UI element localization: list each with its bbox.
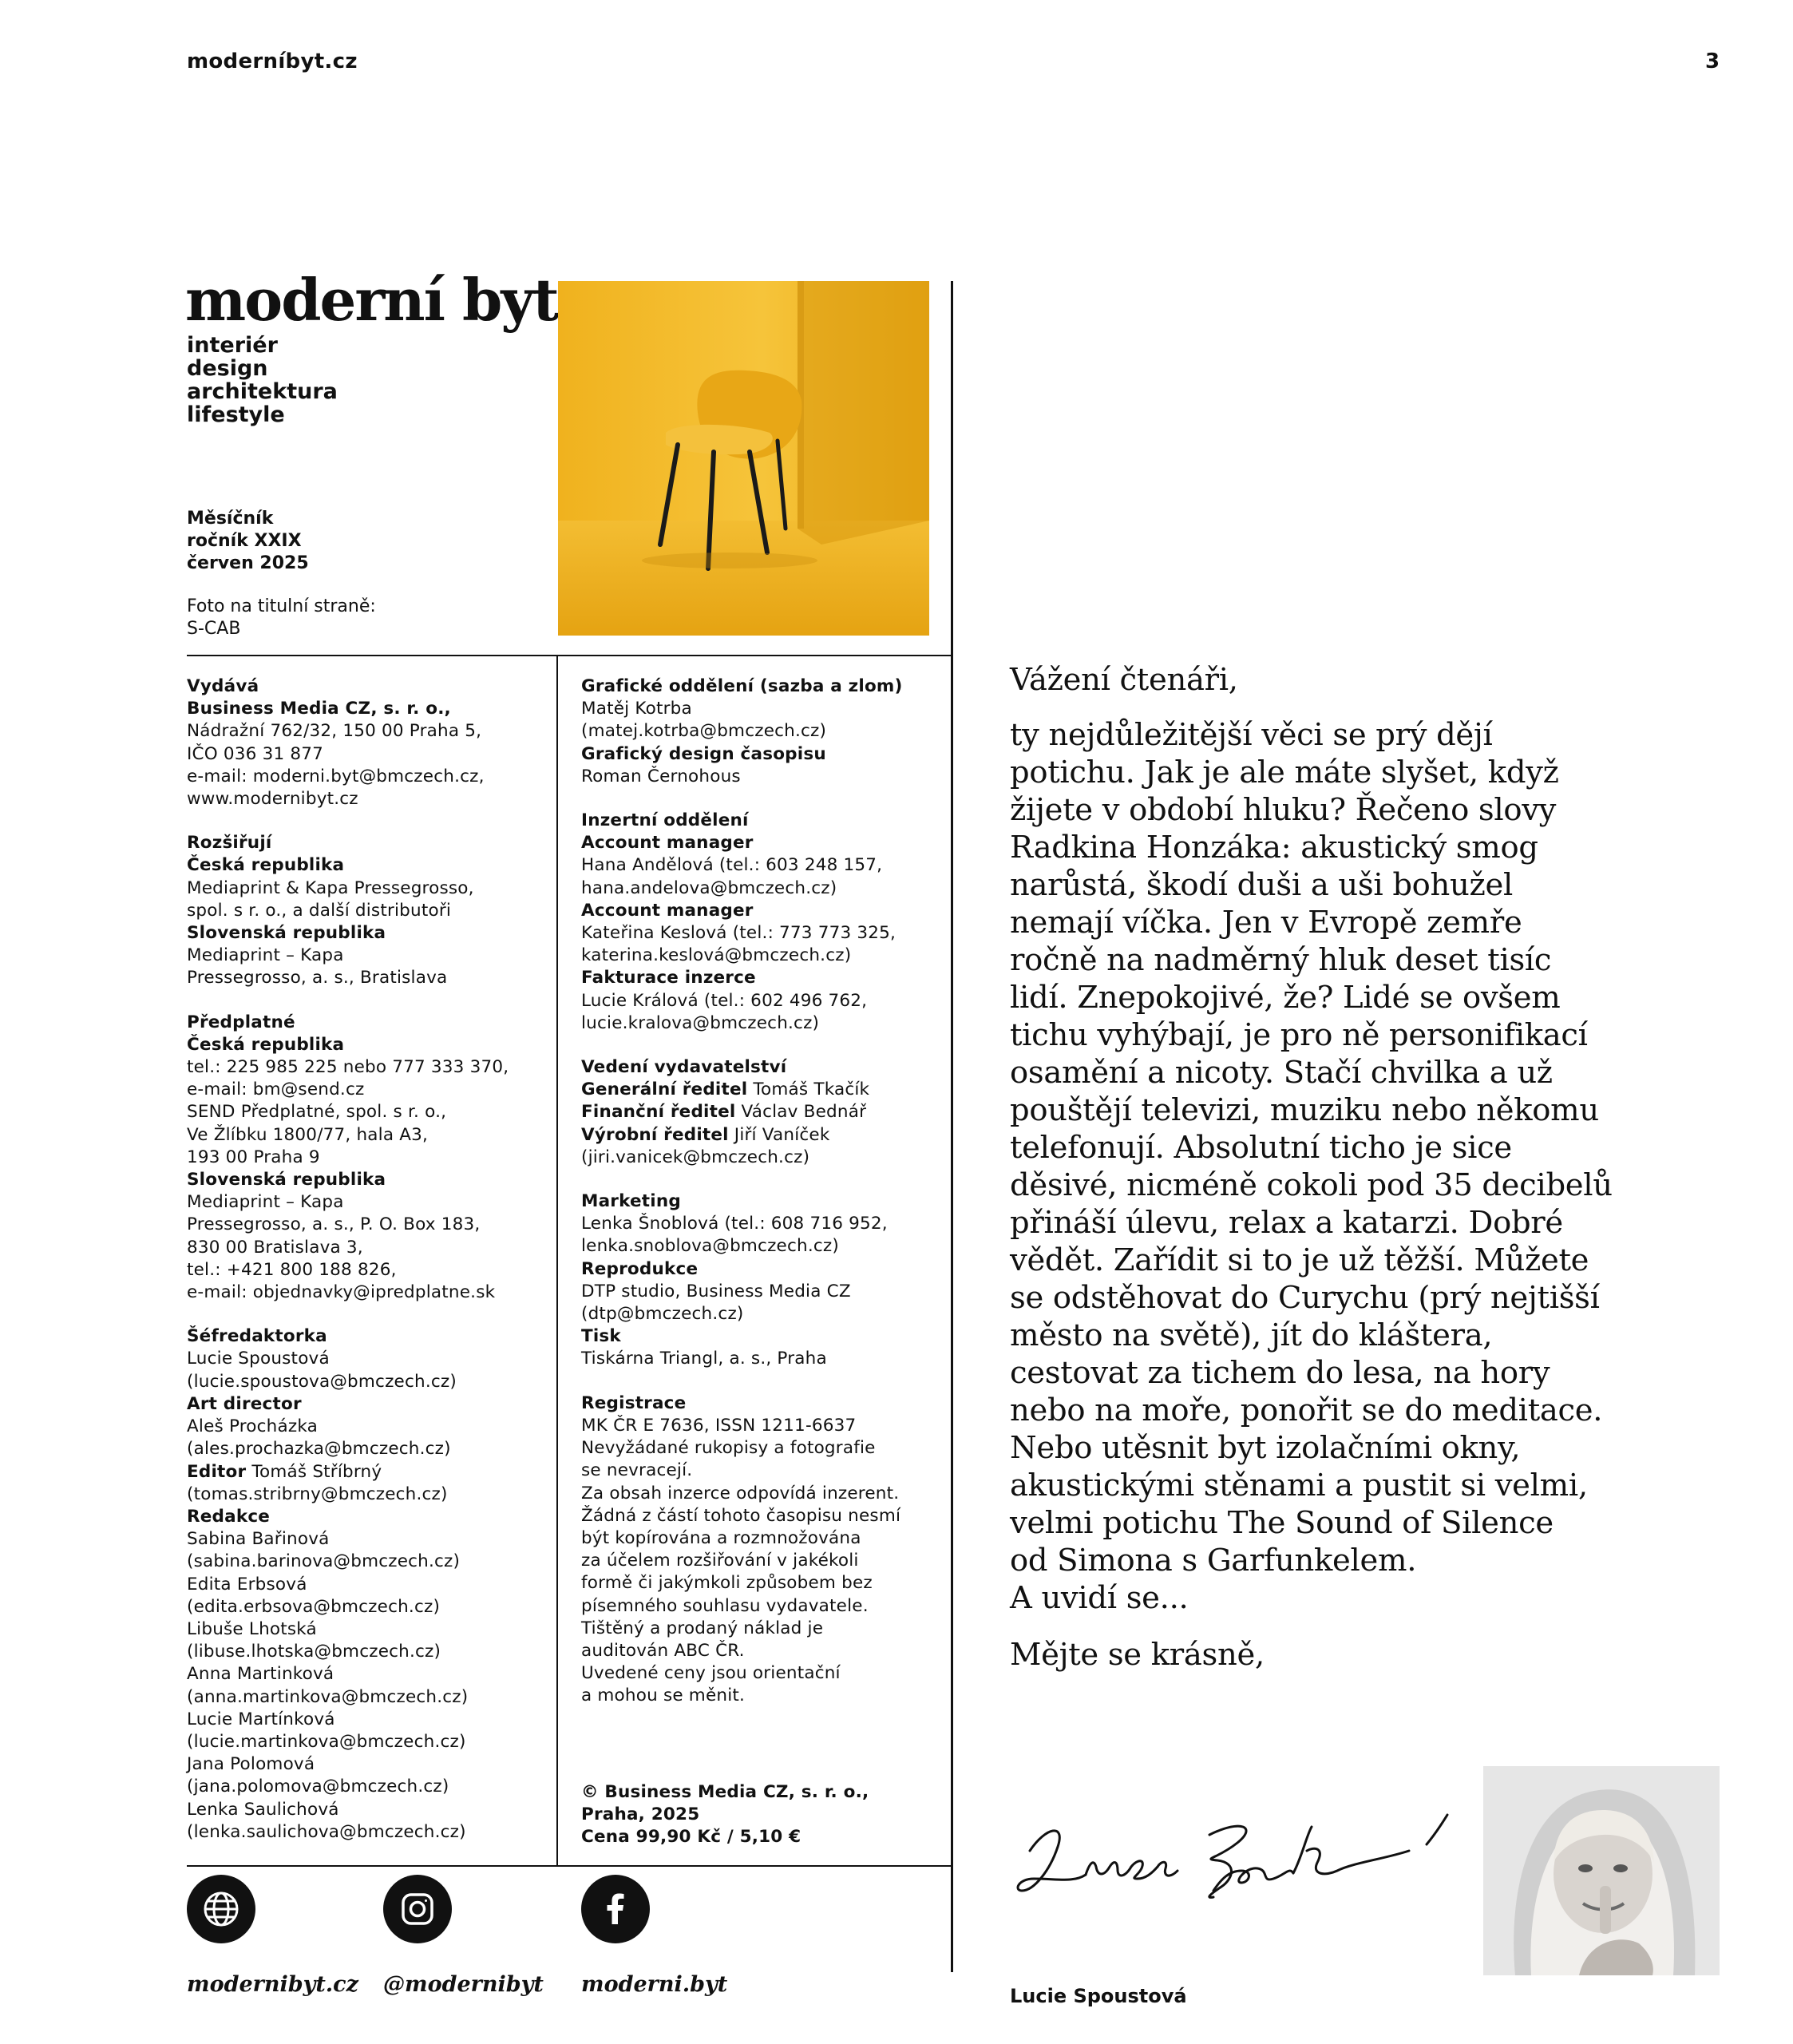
imprint-text: Slovenská republika	[187, 923, 386, 944]
imprint-line	[187, 1641, 546, 1663]
imprint-heading	[187, 854, 546, 877]
imprint-text: (tomas.stribrny@bmczech.cz)	[187, 1483, 448, 1504]
imprint-text: Ve Žlíbku 1800/77, hala A3,	[187, 1124, 429, 1145]
letter-line: se odstěhovat do Curychu (prý nejtišší	[1010, 1280, 1600, 1316]
editor-portrait	[1483, 1766, 1720, 1975]
imprint-text: e-mail: objednavky@ipredplatne.sk	[187, 1282, 496, 1303]
imprint-text: (dtp@bmczech.cz)	[581, 1304, 744, 1325]
imprint-line	[581, 1483, 940, 1505]
imprint-text: Žádná z částí tohoto časopisu nesmí	[581, 1505, 901, 1526]
imprint-heading	[581, 1101, 940, 1123]
imprint-text: tel.: 225 985 225 nebo 777 333 370,	[187, 1057, 509, 1078]
imprint-text: Vedení vydavatelství	[581, 1057, 787, 1078]
imprint-text: DTP studio, Business Media CZ	[581, 1281, 851, 1301]
imprint-text: lucie.kralova@bmczech.cz)	[581, 1012, 820, 1033]
imprint-line	[581, 720, 940, 743]
imprint-text: Mediaprint – Kapa	[187, 1192, 344, 1213]
imprint-text: Nevyžádané rukopisy a fotografie	[581, 1438, 876, 1459]
imprint-heading	[187, 1034, 546, 1056]
imprint-line	[187, 1574, 546, 1596]
imprint-section	[581, 1190, 940, 1371]
imprint-line	[187, 1079, 546, 1101]
vertical-rule-imprint	[556, 655, 558, 1867]
imprint-line	[581, 1281, 940, 1303]
imprint-text: Jiří Vaníček	[728, 1124, 830, 1145]
imprint-line	[581, 1662, 940, 1685]
imprint-text: Edita Erbsová	[187, 1574, 307, 1594]
section-gap	[187, 810, 546, 832]
imprint-heading	[581, 1325, 940, 1348]
imprint-heading	[187, 1506, 546, 1528]
imprint-line	[187, 1821, 546, 1844]
imprint-line	[187, 900, 546, 922]
imprint-text: tel.: +421 800 188 826,	[187, 1259, 397, 1280]
imprint-text: Česká republika	[187, 855, 345, 876]
imprint-text: Editor	[187, 1461, 247, 1482]
copyright-line: Praha, 2025	[581, 1804, 700, 1825]
tagline: design	[187, 356, 268, 381]
imprint-text: Kateřina Keslová (tel.: 773 773 325,	[581, 923, 896, 944]
imprint-text: Sabina Bařinová	[187, 1529, 330, 1550]
imprint-text: se nevracejí.	[581, 1460, 693, 1481]
letter-line: velmi potichu The Sound of Silence	[1010, 1505, 1554, 1541]
letter-line: od Simona s Garfunkelem.	[1010, 1543, 1417, 1579]
imprint-text: Pressegrosso, a. s., Bratislava	[187, 968, 448, 988]
letter-line: telefonují. Absolutní ticho je sice	[1010, 1130, 1512, 1166]
cover-image	[558, 281, 929, 636]
editorial-letter	[1010, 661, 1712, 1674]
imprint-text: Redakce	[187, 1506, 271, 1527]
imprint-heading	[187, 1461, 546, 1483]
imprint-right-column	[581, 675, 940, 1708]
tagline: lifestyle	[187, 402, 285, 427]
imprint-text: Nádražní 762/32, 150 00 Praha 5,	[187, 721, 482, 742]
imprint-text: Tiskárna Triangl, a. s., Praha	[581, 1349, 827, 1369]
imprint-line	[187, 1753, 546, 1776]
imprint-heading	[581, 743, 940, 766]
imprint-line	[581, 1235, 940, 1258]
imprint-line	[581, 1437, 940, 1460]
imprint-text: (matej.kotrba@bmczech.cz)	[581, 721, 827, 742]
imprint-heading	[581, 900, 940, 922]
imprint-text: Account manager	[581, 833, 754, 854]
imprint-line	[187, 1709, 546, 1731]
imprint-line	[187, 1371, 546, 1393]
imprint-text: Václav Bednář	[735, 1102, 867, 1123]
letter-line: osamění a nicoty. Stačí chvilka a už	[1010, 1055, 1553, 1091]
imprint-line	[581, 990, 940, 1012]
imprint-text: Marketing	[581, 1191, 681, 1212]
imprint-line	[581, 1147, 940, 1169]
facebook-icon	[581, 1875, 650, 1943]
imprint-heading	[187, 832, 546, 854]
horizontal-rule-top	[187, 655, 953, 656]
section-gap	[581, 1035, 940, 1056]
imprint-heading	[187, 1325, 546, 1348]
site-url: moderníbyt.cz	[187, 50, 358, 73]
imprint-line	[187, 1191, 546, 1214]
letter-line: nemají víčka. Jen v Evropě zemře	[1010, 905, 1522, 941]
imprint-text: Lenka Saulichová	[187, 1799, 339, 1820]
copyright-line: © Business Media CZ, s. r. o.,	[581, 1782, 869, 1802]
globe-icon	[187, 1875, 255, 1943]
imprint-line	[581, 1012, 940, 1035]
imprint-heading	[581, 1258, 940, 1281]
imprint-line	[187, 1483, 546, 1506]
section-gap	[187, 990, 546, 1012]
tagline: architektura	[187, 379, 338, 404]
imprint-line	[581, 698, 940, 720]
imprint-section	[581, 1392, 940, 1708]
imprint-line	[187, 1731, 546, 1753]
imprint-line	[581, 1505, 940, 1527]
imprint-text: písemného souhlasu vydavatele.	[581, 1595, 869, 1616]
imprint-text: Registrace	[581, 1392, 687, 1413]
instagram-icon	[383, 1875, 452, 1943]
letter-line: Nebo utěsnit byt izolačními okny,	[1010, 1430, 1521, 1466]
imprint-line	[581, 922, 940, 945]
imprint-line	[187, 945, 546, 967]
imprint-text: IČO 036 31 877	[187, 743, 324, 764]
imprint-text: Grafický design časopisu	[581, 743, 826, 764]
letter-line: ročně na nadměrný hluk deset tisíc	[1010, 942, 1552, 978]
imprint-heading	[187, 1169, 546, 1191]
imprint-text: Business Media CZ, s. r. o.,	[187, 699, 451, 719]
letter-line: A uvidí se...	[1010, 1580, 1189, 1616]
imprint-text: Pressegrosso, a. s., P. O. Box 183,	[187, 1214, 481, 1235]
imprint-section	[581, 810, 940, 1035]
section-gap	[581, 788, 940, 810]
copyright-block	[581, 1781, 869, 1849]
imprint-text: (sabina.barinova@bmczech.cz)	[187, 1551, 461, 1572]
letter-line: akustickými stěnami a pustit si velmi,	[1010, 1468, 1588, 1503]
imprint-text: Libuše Lhotská	[187, 1618, 317, 1639]
imprint-line	[581, 1303, 940, 1325]
imprint-text: Account manager	[581, 900, 754, 921]
imprint-line	[187, 1596, 546, 1618]
horizontal-rule-bottom	[187, 1865, 953, 1867]
social-website[interactable]	[187, 1875, 358, 1997]
imprint-line	[581, 1618, 940, 1640]
imprint-heading	[581, 1079, 940, 1101]
imprint-line	[581, 1595, 940, 1618]
imprint-text: Tisk	[581, 1326, 621, 1347]
imprint-heading	[581, 1124, 940, 1147]
imprint-line	[581, 854, 940, 877]
imprint-text: katerina.keslová@bmczech.cz)	[581, 945, 852, 966]
imprint-line	[187, 1438, 546, 1460]
imprint-text: formě či jakýmkoli způsobem bez	[581, 1573, 873, 1594]
imprint-line	[187, 1686, 546, 1709]
imprint-heading	[187, 1393, 546, 1416]
imprint-text: (ales.prochazka@bmczech.cz)	[187, 1439, 451, 1460]
letter-line: potichu. Jak je ale máte slyšet, když	[1010, 755, 1559, 790]
imprint-line	[187, 1551, 546, 1573]
imprint-text: www.modernibyt.cz	[187, 789, 358, 810]
imprint-line	[581, 1527, 940, 1550]
imprint-heading	[581, 1190, 940, 1213]
imprint-text: Předplatné	[187, 1012, 295, 1032]
tagline: interiér	[187, 333, 278, 358]
imprint-text: Tomáš Tkačík	[747, 1079, 870, 1100]
imprint-line	[581, 1213, 940, 1235]
letter-line: Radkina Honzáka: akustický smog	[1010, 830, 1538, 866]
imprint-heading	[581, 1392, 940, 1415]
imprint-text: za účelem rozšiřování v jakékoli	[581, 1551, 859, 1571]
imprint-text: Slovenská republika	[187, 1170, 386, 1190]
imprint-text: 193 00 Praha 9	[187, 1147, 320, 1167]
section-gap	[187, 1304, 546, 1325]
imprint-line	[187, 877, 546, 900]
imprint-line	[187, 720, 546, 743]
imprint-line	[187, 766, 546, 788]
imprint-section	[187, 675, 546, 810]
imprint-text: lenka.snoblova@bmczech.cz)	[581, 1236, 839, 1257]
imprint-line	[187, 743, 546, 766]
imprint-text: (anna.martinkova@bmczech.cz)	[187, 1686, 469, 1707]
price-line: Cena 99,90 Kč / 5,10 €	[581, 1827, 802, 1848]
imprint-text: SEND Předplatné, spol. s r. o.,	[187, 1102, 447, 1123]
imprint-section	[581, 1056, 940, 1169]
imprint-text: 830 00 Bratislava 3,	[187, 1237, 363, 1258]
imprint-line	[581, 945, 940, 967]
imprint-section	[187, 832, 546, 989]
letter-line: žijete v období hluku? Řečeno slovy	[1010, 792, 1557, 828]
imprint-text: (lucie.martinkova@bmczech.cz)	[187, 1731, 466, 1752]
imprint-text: e-mail: moderni.byt@bmczech.cz,	[187, 766, 485, 786]
social-instagram[interactable]	[383, 1875, 544, 1997]
imprint-line	[581, 877, 940, 900]
imprint-heading	[187, 698, 546, 720]
imprint-line	[187, 1237, 546, 1259]
imprint-line	[187, 1281, 546, 1304]
imprint-line	[187, 1348, 546, 1370]
imprint-text: Reprodukce	[581, 1258, 699, 1279]
imprint-text: Anna Martinková	[187, 1664, 334, 1685]
imprint-text: hana.andelova@bmczech.cz)	[581, 877, 837, 898]
social-facebook[interactable]	[581, 1875, 727, 1997]
imprint-text: Za obsah inzerce odpovídá inzerent.	[581, 1483, 900, 1503]
letter-line: město na světě), jít do kláštera,	[1010, 1317, 1493, 1353]
imprint-text: Finanční ředitel	[581, 1102, 736, 1123]
letter-body	[1010, 716, 1712, 1617]
issue-volume: ročník XXIX	[187, 531, 302, 551]
imprint-text: Vydává	[187, 676, 259, 696]
letter-line: lidí. Znepokojivé, že? Lidé se ovšem	[1010, 980, 1561, 1016]
imprint-text: auditován ABC ČR.	[581, 1640, 745, 1661]
section-gap	[581, 1169, 940, 1190]
imprint-text: být kopírována a rozmnožována	[581, 1527, 861, 1548]
imprint-heading	[581, 675, 940, 698]
imprint-line	[581, 1348, 940, 1370]
imprint-text: Hana Andělová (tel.: 603 248 157,	[581, 855, 883, 876]
signer-name: Lucie Spoustová	[1010, 1985, 1187, 2007]
imprint-text: Inzertní oddělení	[581, 810, 749, 831]
imprint-text: Mediaprint – Kapa	[187, 945, 344, 966]
imprint-text: Česká republika	[187, 1034, 345, 1055]
imprint-text: Fakturace inzerce	[581, 968, 756, 988]
imprint-text: (lucie.spoustova@bmczech.cz)	[187, 1371, 457, 1392]
imprint-line	[187, 1056, 546, 1079]
imprint-heading	[581, 1056, 940, 1079]
imprint-line	[187, 1618, 546, 1641]
magazine-logo: moderní byt	[185, 266, 558, 334]
imprint-text: Lenka Šnoblová (tel.: 608 716 952,	[581, 1214, 888, 1234]
imprint-text: Lucie Martínková	[187, 1709, 335, 1729]
imprint-text: Rozšiřují	[187, 833, 272, 854]
vertical-rule-main	[951, 281, 953, 1972]
imprint-left-column	[187, 675, 546, 1844]
letter-line: tichu vyhýbají, je pro ně personifikací	[1010, 1017, 1588, 1053]
imprint-line	[187, 1259, 546, 1281]
letter-line: děsivé, nicméně cokoli pod 35 decibelů	[1010, 1167, 1613, 1203]
issue-frequency: Měsíčník	[187, 509, 274, 529]
imprint-line	[581, 1460, 940, 1482]
imprint-line	[581, 1640, 940, 1662]
imprint-line	[187, 1799, 546, 1821]
imprint-text: Lucie Spoustová	[187, 1349, 330, 1369]
imprint-text: Generální ředitel	[581, 1079, 748, 1100]
cover-credit-label: Foto na titulní straně:	[187, 596, 376, 616]
issue-date: červen 2025	[187, 553, 309, 573]
imprint-section	[187, 1012, 546, 1305]
imprint-text: Tištěný a prodaný náklad je	[581, 1618, 824, 1638]
imprint-text: (jiri.vanicek@bmczech.cz)	[581, 1147, 810, 1167]
taglines	[187, 334, 338, 426]
page-number: 3	[1705, 50, 1720, 73]
imprint-section	[187, 1325, 546, 1844]
imprint-text: Mediaprint & Kapa Pressegrosso,	[187, 877, 474, 898]
imprint-text: spol. s r. o., a další distributoři	[187, 900, 452, 921]
letter-line: narůstá, škodí duši a uši bohužel	[1010, 867, 1514, 903]
handwritten-signature	[1010, 1803, 1481, 1907]
imprint-text: Aleš Procházka	[187, 1416, 319, 1437]
imprint-section	[581, 675, 940, 788]
imprint-heading	[187, 922, 546, 945]
imprint-line	[187, 1416, 546, 1438]
imprint-text: Výrobní ředitel	[581, 1124, 729, 1145]
imprint-line	[581, 1685, 940, 1707]
letter-line: vědět. Zařídit si to je už těžší. Můžete	[1010, 1242, 1589, 1278]
letter-line: pouštějí televizi, muziku nebo někomu	[1010, 1092, 1599, 1128]
imprint-heading	[187, 1012, 546, 1034]
issue-info	[187, 508, 309, 575]
imprint-heading	[581, 810, 940, 832]
imprint-text: e-mail: bm@send.cz	[187, 1079, 365, 1100]
imprint-text: MK ČR E 7636, ISSN 1211-6637	[581, 1415, 857, 1436]
social-label: @modernibyt	[383, 1972, 544, 1997]
imprint-heading	[581, 967, 940, 989]
imprint-line	[187, 1214, 546, 1236]
imprint-line	[187, 1101, 546, 1123]
imprint-text: Uvedené ceny jsou orientační	[581, 1663, 841, 1684]
imprint-heading	[581, 832, 940, 854]
imprint-line	[581, 1415, 940, 1437]
imprint-text: (libuse.lhotska@bmczech.cz)	[187, 1642, 441, 1662]
letter-greeting: Vážení čtenáři,	[1010, 662, 1238, 698]
imprint-text: Matěj Kotrba	[581, 699, 692, 719]
imprint-heading	[187, 675, 546, 698]
imprint-line	[187, 1124, 546, 1147]
imprint-text: Lucie Králová (tel.: 602 496 762,	[581, 990, 868, 1011]
imprint-text: Grafické oddělení (sazba a zlom)	[581, 676, 903, 696]
imprint-text: Jana Polomová	[187, 1754, 315, 1775]
imprint-line	[581, 1550, 940, 1572]
imprint-text: (edita.erbsova@bmczech.cz)	[187, 1596, 441, 1617]
imprint-text: (lenka.saulichova@bmczech.cz)	[187, 1821, 466, 1842]
letter-closing: Mějte se krásně,	[1010, 1637, 1265, 1673]
letter-line: nebo na moře, ponořit se do meditace.	[1010, 1392, 1603, 1428]
imprint-text: Art director	[187, 1393, 302, 1414]
imprint-line	[187, 967, 546, 989]
cover-photo-credit	[187, 596, 376, 640]
social-label: moderni.byt	[581, 1972, 728, 1997]
imprint-line	[187, 788, 546, 810]
letter-line: cestovat za tichem do lesa, na hory	[1010, 1355, 1550, 1391]
imprint-line	[581, 1572, 940, 1594]
letter-line: přináší úlevu, relax a katarzi. Dobré	[1010, 1205, 1563, 1241]
social-label: modernibyt.cz	[187, 1972, 358, 1997]
imprint-line	[187, 1776, 546, 1798]
section-gap	[581, 1371, 940, 1392]
cover-credit-source: S-CAB	[187, 619, 241, 639]
imprint-text: Roman Černohous	[581, 766, 741, 786]
imprint-text: (jana.polomova@bmczech.cz)	[187, 1777, 449, 1797]
imprint-line	[187, 1663, 546, 1686]
imprint-line	[187, 1147, 546, 1169]
imprint-line	[581, 766, 940, 788]
imprint-text: a mohou se měnit.	[581, 1686, 746, 1706]
imprint-line	[187, 1528, 546, 1551]
letter-line: ty nejdůležitější věci se prý dějí	[1010, 717, 1493, 753]
imprint-text: Tomáš Stříbrný	[246, 1461, 382, 1482]
imprint-text: Šéfredaktorka	[187, 1326, 327, 1347]
